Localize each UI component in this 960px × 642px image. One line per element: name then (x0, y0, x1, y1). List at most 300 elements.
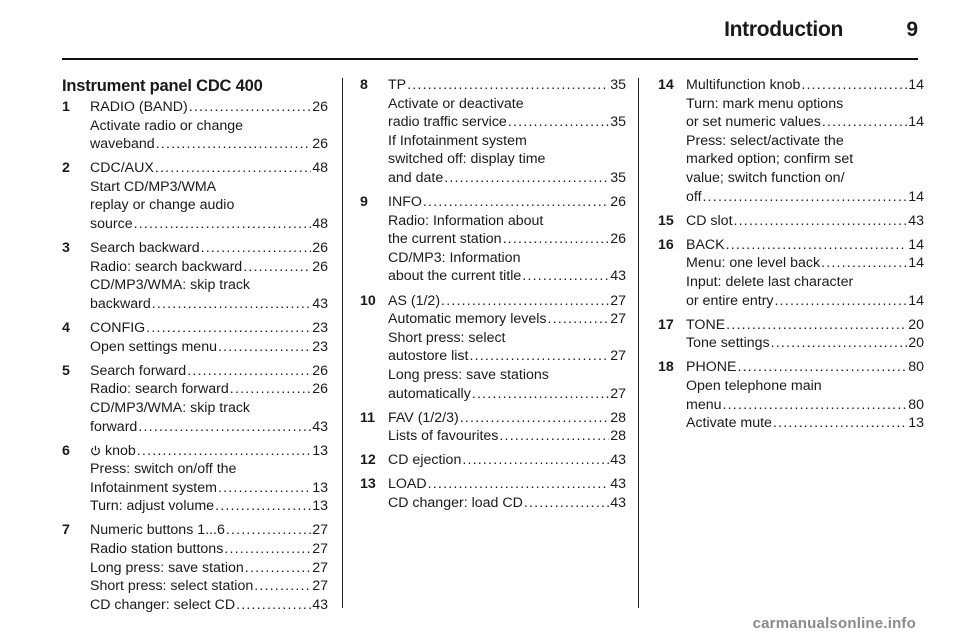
page-reference: 14 (908, 188, 924, 205)
page-reference: 13 (312, 442, 328, 459)
entry-text-value: radio traffic service (388, 114, 507, 131)
dot-leader (444, 169, 609, 188)
legend-entry (658, 316, 924, 353)
entry-lines (686, 212, 924, 231)
entry-text-value: Long press: save station (90, 559, 244, 576)
entry-line (686, 414, 924, 433)
entry-text (388, 409, 459, 428)
entry-lines (90, 362, 328, 436)
entry-lines (388, 451, 626, 470)
entry-line (686, 254, 924, 273)
entry-lines (686, 236, 924, 310)
page-reference: 35 (610, 114, 626, 131)
page-reference: 27 (610, 311, 626, 328)
entry-text (686, 212, 733, 231)
page-reference: 28 (610, 428, 626, 445)
entry-text-value: menu (686, 396, 722, 413)
page-reference: 26 (312, 136, 328, 153)
entry-line (388, 475, 626, 494)
entry-text-value: TP (388, 77, 407, 93)
entry-text-value: off (686, 188, 702, 205)
dot-leader (547, 310, 609, 329)
entry-text-value: Menu: one level back (686, 255, 821, 272)
page-reference: 27 (610, 385, 626, 402)
entry-text (686, 316, 725, 335)
dot-leader (407, 76, 609, 95)
legend-entry (360, 475, 626, 512)
entry-text-value: Input: delete last character (686, 273, 854, 290)
entry-text-value: Turn: adjust volume (90, 498, 215, 515)
entry-text (388, 132, 527, 151)
dot-leader (215, 497, 311, 516)
entry-text (686, 95, 843, 114)
entry-text (90, 276, 250, 295)
entry-line (388, 347, 626, 366)
entry-text (90, 215, 133, 234)
page-reference: 80 (908, 396, 924, 413)
entry-text (90, 479, 217, 498)
dot-leader (230, 380, 311, 399)
dot-leader (508, 113, 609, 132)
entry-lines (686, 358, 924, 432)
entry-text-value: TONE (686, 316, 726, 333)
entry-text-value: Open settings menu (90, 338, 217, 355)
entry-text-value: the current station (388, 231, 502, 248)
entry-line (90, 418, 328, 437)
entry-line (686, 169, 924, 188)
legend-entry (658, 236, 924, 310)
page-reference: 13 (312, 479, 328, 496)
entry-text-value: Short press: select (388, 329, 506, 346)
entry-text-value: AS (1/2) (388, 292, 441, 309)
entry-text-value: replay or change audio (90, 197, 235, 214)
entry-text (90, 135, 155, 154)
entry-text (388, 169, 443, 188)
dot-leader (226, 521, 311, 540)
entry-lines (90, 159, 328, 233)
entry-line (90, 159, 328, 178)
entry-number: 5 (62, 362, 70, 379)
entry-text-value: source (90, 216, 133, 233)
entry-text (90, 319, 145, 338)
entry-text (388, 494, 523, 513)
entry-text-value: Search forward (90, 362, 187, 379)
entry-line (90, 338, 328, 357)
column-divider (342, 78, 343, 608)
entry-line (686, 377, 924, 396)
page-reference: 48 (312, 160, 328, 177)
dot-leader (245, 559, 311, 578)
entry-text (686, 358, 736, 377)
page-reference: 43 (908, 212, 924, 229)
entry-number: 10 (360, 292, 376, 309)
entry-text (90, 460, 236, 479)
entry-text (388, 475, 427, 494)
dot-leader (723, 396, 908, 415)
entry-lines (90, 442, 328, 516)
dot-leader (822, 113, 907, 132)
entry-line (388, 494, 626, 513)
entry-number: 9 (360, 194, 368, 211)
watermark: carmanualsonline.info (752, 615, 916, 632)
entry-text-value: Numeric buttons 1...6 (90, 522, 225, 539)
entry-line (90, 596, 328, 615)
entry-text-value: Activate mute (686, 415, 772, 432)
dot-leader (771, 334, 908, 353)
entry-text-value: Infotainment system (90, 479, 217, 496)
entry-line (90, 319, 328, 338)
dot-leader (146, 319, 311, 338)
entry-line (388, 451, 626, 470)
entry-text (90, 258, 242, 277)
entry-text (90, 196, 234, 215)
entry-line (90, 460, 328, 479)
entry-lines (90, 98, 328, 154)
entry-text (388, 76, 406, 95)
entry-line (90, 258, 328, 277)
entry-line (90, 497, 328, 516)
entry-number: 17 (658, 316, 674, 333)
entry-line (90, 540, 328, 559)
dot-leader (472, 385, 609, 404)
entry-text-value: Start CD/MP3/WMA (90, 178, 217, 195)
entry-lines (686, 76, 924, 206)
dot-leader (218, 479, 311, 498)
legend-entry (62, 98, 328, 154)
dot-leader (469, 347, 609, 366)
legend-entry (62, 521, 328, 614)
entry-text-value: autostore list (388, 348, 469, 365)
entry-text (90, 362, 186, 381)
entry-text (90, 178, 216, 197)
entry-line (90, 276, 328, 295)
entry-text (686, 76, 800, 95)
entry-text-value: RADIO (BAND) (90, 99, 188, 115)
entry-text-value: BACK (686, 236, 725, 253)
entry-text-value: Radio station buttons (90, 541, 224, 558)
entry-line (686, 396, 924, 415)
entry-text (90, 497, 214, 516)
entry-text (90, 540, 223, 559)
entry-text-value: If Infotainment system (388, 132, 527, 149)
entry-line (90, 442, 328, 461)
entry-lines (388, 409, 626, 446)
entry-text (388, 427, 498, 446)
entry-text-value: Open telephone main (686, 377, 822, 394)
entry-number: 12 (360, 452, 376, 469)
dot-leader (201, 239, 312, 258)
page-reference: 43 (610, 268, 626, 285)
legend-entry (360, 193, 626, 286)
dot-leader (499, 427, 609, 446)
entry-text (686, 150, 853, 169)
entry-text (90, 442, 136, 461)
legend-entry (658, 76, 924, 206)
entry-number: 18 (658, 359, 674, 376)
entry-text-value: Multifunction knob (686, 77, 801, 93)
entry-text-value: Long press: save stations (388, 366, 549, 383)
page-reference: 43 (312, 596, 328, 613)
entry-line (388, 385, 626, 404)
dot-leader (152, 295, 311, 314)
dot-leader (775, 292, 908, 311)
entry-line (90, 135, 328, 154)
entry-line (388, 169, 626, 188)
entry-text (90, 418, 137, 437)
entry-text-value: Tone settings (686, 335, 770, 352)
entry-line (686, 316, 924, 335)
dot-leader (503, 230, 610, 249)
entry-line (686, 188, 924, 207)
entry-text-value: INFO (388, 194, 422, 211)
entry-number: 13 (360, 476, 376, 493)
entry-text-value: CDC/AUX (90, 160, 154, 177)
page-reference: 13 (908, 415, 924, 432)
entry-text (388, 95, 524, 114)
dot-leader (155, 159, 311, 178)
entry-line (388, 292, 626, 311)
page-title: Introduction (724, 18, 843, 41)
dot-leader (460, 409, 610, 428)
page-reference: 13 (312, 498, 328, 515)
entry-text (388, 347, 468, 366)
dot-leader (522, 267, 609, 286)
entry-text-value: marked option; confirm set (686, 151, 854, 168)
entry-text (388, 310, 546, 329)
page-reference: 23 (312, 320, 328, 337)
legend-entry (658, 212, 924, 231)
page-header (0, 0, 960, 64)
entry-text-value: CD ejection (388, 452, 462, 469)
entry-line (90, 239, 328, 258)
page-reference: 35 (610, 169, 626, 186)
entry-text-value: or entire entry (686, 292, 774, 309)
entry-text-value: Short press: select station (90, 578, 254, 595)
page-reference: 20 (908, 316, 924, 333)
entry-number: 14 (658, 77, 674, 93)
entry-text (388, 249, 520, 268)
entry-line (388, 267, 626, 286)
entry-line (686, 292, 924, 311)
dot-leader (137, 442, 311, 461)
entry-text-value: and date (388, 169, 444, 186)
entry-text (90, 295, 151, 314)
legend-entry (62, 239, 328, 313)
entry-text-value: or set numeric values (686, 114, 821, 131)
entry-text-value: PHONE (686, 359, 737, 376)
entry-text (686, 414, 772, 433)
entry-text-value: value; switch function on/ (686, 169, 845, 186)
page-reference: 43 (610, 494, 626, 511)
entry-text-value: switched off: display time (388, 151, 546, 168)
entry-text-value: FAV (1/2/3) (388, 409, 459, 426)
entry-text (686, 113, 821, 132)
page-reference: 27 (312, 522, 328, 539)
entry-text-value: CD/MP3: Information (388, 249, 521, 266)
entry-lines (90, 521, 328, 614)
entry-number: 15 (658, 212, 674, 229)
entry-line (90, 380, 328, 399)
entry-line (686, 236, 924, 255)
entry-text (90, 399, 250, 418)
dot-leader (737, 358, 907, 377)
page-reference: 26 (312, 258, 328, 275)
entry-line (90, 577, 328, 596)
entry-line (90, 196, 328, 215)
page-reference: 14 (908, 255, 924, 272)
entry-lines (388, 475, 626, 512)
dot-leader (801, 76, 907, 95)
entry-line (90, 215, 328, 234)
entry-line (90, 521, 328, 540)
entry-text-value: Press: select/activate the (686, 132, 844, 149)
dot-leader (138, 418, 311, 437)
entry-line (686, 212, 924, 231)
page-reference: 35 (610, 77, 626, 93)
entry-text-value: forward (90, 418, 138, 435)
page-reference: 27 (610, 348, 626, 365)
entry-text (90, 159, 154, 178)
page-reference: 28 (610, 409, 626, 426)
entry-line (686, 334, 924, 353)
entry-text (90, 521, 225, 540)
legend-entry (658, 358, 924, 432)
legend-entry (62, 442, 328, 516)
entry-text (686, 188, 702, 207)
entry-text (686, 396, 722, 415)
dot-leader (773, 414, 907, 433)
column-1 (62, 76, 328, 620)
dot-leader (734, 212, 908, 231)
entry-text-value: CONFIG (90, 320, 146, 337)
entry-text-value: Press: switch on/off the (90, 461, 237, 478)
entry-lines (388, 76, 626, 188)
entry-line (90, 98, 328, 117)
dot-leader (187, 362, 311, 381)
entry-text (686, 169, 845, 188)
page-reference: 20 (908, 335, 924, 352)
entry-text (686, 377, 822, 396)
dot-leader (134, 215, 312, 234)
page-reference: 26 (610, 231, 626, 248)
entry-text-value: Radio: search backward (90, 258, 243, 275)
entry-line (90, 178, 328, 197)
page-reference: 14 (908, 236, 924, 253)
entry-text (388, 212, 543, 231)
entry-text-value: Turn: mark menu options (686, 95, 844, 112)
page-number: 9 (906, 18, 918, 41)
page-reference: 14 (908, 292, 924, 309)
entry-line (388, 132, 626, 151)
entry-text (90, 380, 229, 399)
entry-text-value: automatically (388, 385, 471, 402)
entry-text (686, 273, 853, 292)
entry-text-value: backward (90, 295, 151, 312)
entry-number: 2 (62, 160, 70, 177)
entry-number: 16 (658, 236, 674, 253)
power-icon (90, 445, 101, 456)
entry-number: 4 (62, 320, 70, 337)
legend-entry (62, 159, 328, 233)
page-reference: 43 (312, 295, 328, 312)
entry-line (388, 193, 626, 212)
entry-text (90, 98, 188, 117)
entry-line (686, 150, 924, 169)
entry-text (388, 150, 545, 169)
entry-line (686, 113, 924, 132)
page-reference: 26 (312, 240, 328, 257)
entry-line (388, 249, 626, 268)
column-divider (638, 78, 639, 608)
entry-lines (686, 316, 924, 353)
entry-text-value: Activate radio or change (90, 117, 244, 134)
dot-leader (156, 135, 312, 154)
page-reference: 14 (908, 114, 924, 131)
dot-leader (821, 254, 907, 273)
page-reference: 27 (610, 292, 626, 309)
entry-text-value: CD/MP3/WMA: skip track (90, 399, 251, 416)
column-3 (658, 76, 924, 438)
entry-text-value: Activate or deactivate (388, 95, 524, 112)
entry-text (686, 334, 770, 353)
entry-text-value: knob (105, 442, 136, 459)
dot-leader (462, 451, 609, 470)
entry-text-value: LOAD (388, 476, 427, 493)
page-reference: 27 (312, 559, 328, 576)
entry-text (388, 366, 549, 385)
entry-line (90, 295, 328, 314)
entry-number: 6 (62, 442, 70, 459)
entry-number: 8 (360, 77, 368, 93)
entry-lines (90, 319, 328, 356)
page-reference: 27 (312, 578, 328, 595)
entry-text-value: Search backward (90, 240, 200, 257)
page-reference: 43 (610, 452, 626, 469)
entry-text (686, 254, 820, 273)
dot-leader (243, 258, 311, 277)
entry-line (686, 95, 924, 114)
entry-line (388, 409, 626, 428)
dot-leader (726, 316, 907, 335)
page-reference: 27 (312, 541, 328, 558)
entry-number: 3 (62, 240, 70, 257)
entry-text-value: Radio: search forward (90, 381, 229, 398)
entry-text (90, 239, 200, 258)
page-reference: 26 (312, 381, 328, 398)
header-rule (62, 58, 918, 60)
dot-leader (189, 98, 311, 117)
entry-text (90, 338, 217, 357)
entry-line (388, 366, 626, 385)
dot-leader (224, 540, 311, 559)
entry-line (388, 150, 626, 169)
dot-leader (441, 292, 609, 311)
entry-line (686, 132, 924, 151)
entry-text (90, 596, 235, 615)
page-reference: 43 (312, 418, 328, 435)
entry-line (388, 329, 626, 348)
entry-text (686, 236, 725, 255)
entry-number: 1 (62, 99, 70, 115)
dot-leader (524, 494, 609, 513)
entry-text-value: CD changer: select CD (90, 596, 236, 613)
entry-lines (90, 239, 328, 313)
entry-text-value: waveband (90, 136, 155, 153)
section-heading: Instrument panel CDC 400 (62, 77, 263, 95)
legend-entry (360, 76, 626, 188)
entry-lines (388, 292, 626, 404)
page-reference: 14 (908, 77, 924, 93)
